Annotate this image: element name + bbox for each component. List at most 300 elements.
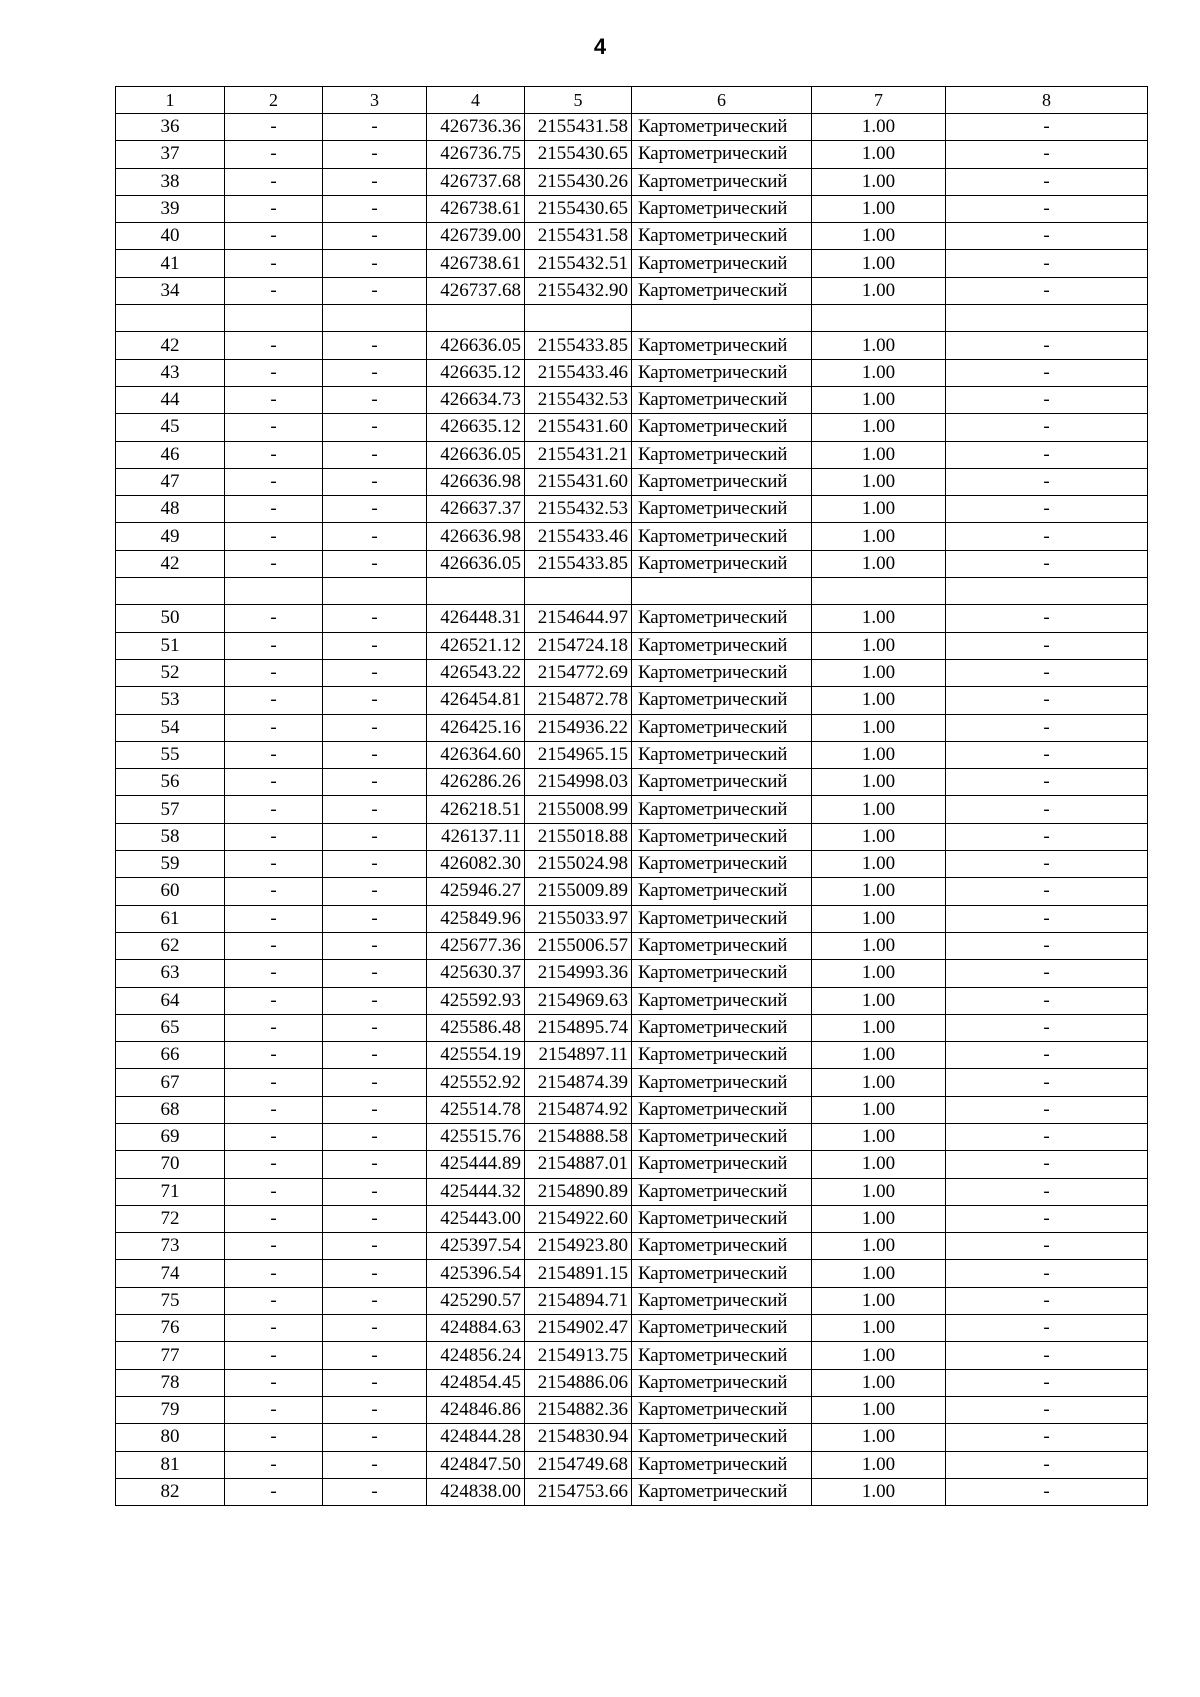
y-coordinate-cell [525, 305, 632, 332]
column-header: 7 [812, 87, 946, 114]
col3-cell: - [323, 1096, 427, 1123]
table-row [116, 714, 1148, 741]
method-cell: Картометрический [632, 141, 812, 168]
col8-cell: - [946, 659, 1148, 686]
table-row [116, 1396, 1148, 1423]
table-row [116, 305, 1148, 332]
table-row [116, 1178, 1148, 1205]
col8-cell: - [946, 1260, 1148, 1287]
col3-cell [323, 305, 427, 332]
method-cell: Картометрический [632, 659, 812, 686]
col2-cell: - [225, 250, 323, 277]
accuracy-cell: 1.00 [812, 277, 946, 304]
x-coordinate-cell: 425397.54 [427, 1233, 525, 1260]
x-coordinate-cell: 426739.00 [427, 223, 525, 250]
col2-cell: - [225, 468, 323, 495]
x-coordinate-cell: 425515.76 [427, 1123, 525, 1150]
x-coordinate-cell: 424838.00 [427, 1478, 525, 1505]
table-row [116, 523, 1148, 550]
x-coordinate-cell: 426736.75 [427, 141, 525, 168]
col2-cell: - [225, 605, 323, 632]
accuracy-cell: 1.00 [812, 414, 946, 441]
col8-cell: - [946, 932, 1148, 959]
col3-cell: - [323, 114, 427, 141]
method-cell: Картометрический [632, 359, 812, 386]
col2-cell: - [225, 441, 323, 468]
x-coordinate-cell: 425443.00 [427, 1205, 525, 1232]
col2-cell: - [225, 1369, 323, 1396]
y-coordinate-cell: 2155431.21 [525, 441, 632, 468]
method-cell: Картометрический [632, 1287, 812, 1314]
table-row [116, 960, 1148, 987]
x-coordinate-cell: 426636.98 [427, 468, 525, 495]
y-coordinate-cell: 2154922.60 [525, 1205, 632, 1232]
col3-cell: - [323, 851, 427, 878]
x-coordinate-cell: 426137.11 [427, 823, 525, 850]
table-row [116, 332, 1148, 359]
accuracy-cell: 1.00 [812, 1151, 946, 1178]
point-number-cell: 45 [116, 414, 225, 441]
accuracy-cell: 1.00 [812, 1014, 946, 1041]
method-cell: Картометрический [632, 523, 812, 550]
table-row [116, 878, 1148, 905]
accuracy-cell: 1.00 [812, 605, 946, 632]
y-coordinate-cell: 2155006.57 [525, 932, 632, 959]
y-coordinate-cell: 2155430.26 [525, 168, 632, 195]
col3-cell: - [323, 687, 427, 714]
table-row [116, 359, 1148, 386]
col8-cell: - [946, 714, 1148, 741]
table-header-row [116, 87, 1148, 114]
accuracy-cell: 1.00 [812, 523, 946, 550]
col8-cell: - [946, 1178, 1148, 1205]
accuracy-cell: 1.00 [812, 796, 946, 823]
method-cell: Картометрический [632, 1315, 812, 1342]
col8-cell: - [946, 796, 1148, 823]
col2-cell: - [225, 714, 323, 741]
col3-cell: - [323, 1233, 427, 1260]
x-coordinate-cell: 426543.22 [427, 659, 525, 686]
table-row [116, 1042, 1148, 1069]
y-coordinate-cell: 2155008.99 [525, 796, 632, 823]
accuracy-cell: 1.00 [812, 878, 946, 905]
column-header: 6 [632, 87, 812, 114]
col3-cell: - [323, 878, 427, 905]
y-coordinate-cell: 2154753.66 [525, 1478, 632, 1505]
table-row [116, 550, 1148, 577]
accuracy-cell: 1.00 [812, 632, 946, 659]
col8-cell: - [946, 414, 1148, 441]
col8-cell: - [946, 550, 1148, 577]
method-cell: Картометрический [632, 1451, 812, 1478]
col3-cell: - [323, 1342, 427, 1369]
point-number-cell: 57 [116, 796, 225, 823]
point-number-cell: 41 [116, 250, 225, 277]
col2-cell: - [225, 1178, 323, 1205]
accuracy-cell: 1.00 [812, 359, 946, 386]
col3-cell: - [323, 386, 427, 413]
col3-cell: - [323, 332, 427, 359]
accuracy-cell: 1.00 [812, 659, 946, 686]
x-coordinate-cell: 426454.81 [427, 687, 525, 714]
table-row [116, 168, 1148, 195]
point-number-cell: 82 [116, 1478, 225, 1505]
table-row [116, 823, 1148, 850]
method-cell: Картометрический [632, 714, 812, 741]
col3-cell: - [323, 168, 427, 195]
point-number-cell: 51 [116, 632, 225, 659]
point-number-cell: 81 [116, 1451, 225, 1478]
table-row [116, 987, 1148, 1014]
method-cell: Картометрический [632, 1396, 812, 1423]
col3-cell: - [323, 550, 427, 577]
col2-cell: - [225, 1151, 323, 1178]
method-cell: Картометрический [632, 277, 812, 304]
x-coordinate-cell: 425946.27 [427, 878, 525, 905]
x-coordinate-cell: 426637.37 [427, 496, 525, 523]
table-row [116, 741, 1148, 768]
col3-cell: - [323, 441, 427, 468]
y-coordinate-cell: 2155432.51 [525, 250, 632, 277]
col2-cell: - [225, 1260, 323, 1287]
col2-cell: - [225, 496, 323, 523]
method-cell: Картометрический [632, 878, 812, 905]
y-coordinate-cell: 2154874.92 [525, 1096, 632, 1123]
point-number-cell: 36 [116, 114, 225, 141]
col2-cell: - [225, 741, 323, 768]
point-number-cell: 75 [116, 1287, 225, 1314]
table-row [116, 1424, 1148, 1451]
col8-cell: - [946, 1396, 1148, 1423]
y-coordinate-cell: 2154913.75 [525, 1342, 632, 1369]
y-coordinate-cell: 2155433.85 [525, 332, 632, 359]
point-number-cell: 50 [116, 605, 225, 632]
point-number-cell: 40 [116, 223, 225, 250]
table-row [116, 932, 1148, 959]
y-coordinate-cell: 2154887.01 [525, 1151, 632, 1178]
col3-cell: - [323, 1396, 427, 1423]
table-row [116, 1205, 1148, 1232]
accuracy-cell: 1.00 [812, 1315, 946, 1342]
accuracy-cell: 1.00 [812, 496, 946, 523]
y-coordinate-cell: 2155433.46 [525, 359, 632, 386]
col2-cell: - [225, 1396, 323, 1423]
col2-cell: - [225, 1042, 323, 1069]
accuracy-cell: 1.00 [812, 1233, 946, 1260]
point-number-cell: 62 [116, 932, 225, 959]
accuracy-cell: 1.00 [812, 960, 946, 987]
accuracy-cell: 1.00 [812, 250, 946, 277]
col2-cell: - [225, 769, 323, 796]
table-row [116, 1151, 1148, 1178]
col3-cell: - [323, 1260, 427, 1287]
x-coordinate-cell: 426364.60 [427, 741, 525, 768]
y-coordinate-cell: 2154830.94 [525, 1424, 632, 1451]
x-coordinate-cell: 426737.68 [427, 277, 525, 304]
y-coordinate-cell: 2154998.03 [525, 769, 632, 796]
col2-cell: - [225, 878, 323, 905]
col2-cell: - [225, 359, 323, 386]
col8-cell: - [946, 905, 1148, 932]
col2-cell: - [225, 277, 323, 304]
method-cell: Картометрический [632, 168, 812, 195]
col8-cell: - [946, 1369, 1148, 1396]
column-header: 2 [225, 87, 323, 114]
col3-cell: - [323, 468, 427, 495]
point-number-cell: 58 [116, 823, 225, 850]
col3-cell: - [323, 932, 427, 959]
method-cell: Картометрический [632, 386, 812, 413]
point-number-cell: 79 [116, 1396, 225, 1423]
accuracy-cell: 1.00 [812, 714, 946, 741]
col2-cell: - [225, 1315, 323, 1342]
col2-cell: - [225, 932, 323, 959]
accuracy-cell: 1.00 [812, 1369, 946, 1396]
x-coordinate-cell: 426425.16 [427, 714, 525, 741]
point-number-cell: 64 [116, 987, 225, 1014]
col2-cell: - [225, 796, 323, 823]
y-coordinate-cell: 2154936.22 [525, 714, 632, 741]
method-cell: Картометрический [632, 1123, 812, 1150]
point-number-cell [116, 578, 225, 605]
accuracy-cell: 1.00 [812, 1424, 946, 1451]
x-coordinate-cell [427, 305, 525, 332]
col8-cell: - [946, 605, 1148, 632]
col3-cell: - [323, 905, 427, 932]
col8-cell: - [946, 1069, 1148, 1096]
col8-cell: - [946, 632, 1148, 659]
accuracy-cell: 1.00 [812, 332, 946, 359]
accuracy-cell [812, 305, 946, 332]
point-number-cell: 74 [116, 1260, 225, 1287]
y-coordinate-cell: 2155033.97 [525, 905, 632, 932]
method-cell: Картометрический [632, 1233, 812, 1260]
x-coordinate-cell: 425849.96 [427, 905, 525, 932]
y-coordinate-cell: 2154888.58 [525, 1123, 632, 1150]
x-coordinate-cell: 426636.05 [427, 550, 525, 577]
x-coordinate-cell: 425586.48 [427, 1014, 525, 1041]
y-coordinate-cell: 2154902.47 [525, 1315, 632, 1342]
x-coordinate-cell: 426635.12 [427, 359, 525, 386]
col8-cell: - [946, 386, 1148, 413]
col8-cell: - [946, 769, 1148, 796]
accuracy-cell: 1.00 [812, 1042, 946, 1069]
column-header: 4 [427, 87, 525, 114]
col8-cell: - [946, 987, 1148, 1014]
method-cell: Картометрический [632, 769, 812, 796]
y-coordinate-cell: 2154895.74 [525, 1014, 632, 1041]
y-coordinate-cell: 2154897.11 [525, 1042, 632, 1069]
col3-cell: - [323, 277, 427, 304]
accuracy-cell: 1.00 [812, 1451, 946, 1478]
x-coordinate-cell: 426218.51 [427, 796, 525, 823]
table-row [116, 687, 1148, 714]
point-number-cell: 37 [116, 141, 225, 168]
y-coordinate-cell: 2154872.78 [525, 687, 632, 714]
method-cell: Картометрический [632, 1096, 812, 1123]
accuracy-cell: 1.00 [812, 932, 946, 959]
method-cell: Картометрический [632, 496, 812, 523]
y-coordinate-cell: 2155432.53 [525, 496, 632, 523]
table-row [116, 1069, 1148, 1096]
col8-cell: - [946, 1014, 1148, 1041]
point-number-cell: 80 [116, 1424, 225, 1451]
col8-cell: - [946, 441, 1148, 468]
col8-cell: - [946, 878, 1148, 905]
x-coordinate-cell: 425514.78 [427, 1096, 525, 1123]
col3-cell: - [323, 659, 427, 686]
x-coordinate-cell: 426521.12 [427, 632, 525, 659]
col3-cell: - [323, 1014, 427, 1041]
y-coordinate-cell: 2154923.80 [525, 1233, 632, 1260]
col3-cell: - [323, 632, 427, 659]
method-cell: Картометрический [632, 932, 812, 959]
col3-cell: - [323, 1478, 427, 1505]
accuracy-cell: 1.00 [812, 223, 946, 250]
page-number: 4 [593, 34, 607, 59]
point-number-cell: 55 [116, 741, 225, 768]
method-cell [632, 305, 812, 332]
col3-cell: - [323, 769, 427, 796]
col2-cell: - [225, 1205, 323, 1232]
col2-cell: - [225, 1478, 323, 1505]
y-coordinate-cell: 2154874.39 [525, 1069, 632, 1096]
method-cell: Картометрический [632, 1151, 812, 1178]
col8-cell: - [946, 851, 1148, 878]
table-row [116, 441, 1148, 468]
col8-cell: - [946, 468, 1148, 495]
y-coordinate-cell: 2154724.18 [525, 632, 632, 659]
method-cell: Картометрический [632, 1042, 812, 1069]
table-row [116, 1342, 1148, 1369]
col2-cell: - [225, 1342, 323, 1369]
col3-cell: - [323, 1369, 427, 1396]
col2-cell: - [225, 1069, 323, 1096]
method-cell: Картометрический [632, 1178, 812, 1205]
col8-cell: - [946, 250, 1148, 277]
col3-cell: - [323, 1424, 427, 1451]
col2-cell [225, 578, 323, 605]
accuracy-cell: 1.00 [812, 1342, 946, 1369]
method-cell: Картометрический [632, 823, 812, 850]
method-cell: Картометрический [632, 1342, 812, 1369]
col3-cell: - [323, 1315, 427, 1342]
col3-cell: - [323, 250, 427, 277]
accuracy-cell: 1.00 [812, 1178, 946, 1205]
point-number-cell: 38 [116, 168, 225, 195]
col8-cell: - [946, 741, 1148, 768]
point-number-cell: 48 [116, 496, 225, 523]
col2-cell: - [225, 1014, 323, 1041]
method-cell: Картометрический [632, 195, 812, 222]
method-cell: Картометрический [632, 1260, 812, 1287]
column-header: 8 [946, 87, 1148, 114]
x-coordinate-cell: 424847.50 [427, 1451, 525, 1478]
table-row [116, 223, 1148, 250]
col3-cell: - [323, 523, 427, 550]
point-number-cell: 49 [116, 523, 225, 550]
accuracy-cell: 1.00 [812, 468, 946, 495]
col2-cell: - [225, 1123, 323, 1150]
col8-cell [946, 578, 1148, 605]
y-coordinate-cell: 2155431.60 [525, 468, 632, 495]
table-row [116, 1096, 1148, 1123]
col2-cell: - [225, 1233, 323, 1260]
point-number-cell: 77 [116, 1342, 225, 1369]
col2-cell: - [225, 550, 323, 577]
point-number-cell: 53 [116, 687, 225, 714]
table-row [116, 1369, 1148, 1396]
y-coordinate-cell: 2154969.63 [525, 987, 632, 1014]
point-number-cell: 68 [116, 1096, 225, 1123]
method-cell: Картометрический [632, 632, 812, 659]
x-coordinate-cell: 426448.31 [427, 605, 525, 632]
accuracy-cell: 1.00 [812, 550, 946, 577]
x-coordinate-cell: 426636.05 [427, 441, 525, 468]
table-row [116, 632, 1148, 659]
table-row [116, 1287, 1148, 1314]
x-coordinate-cell: 426082.30 [427, 851, 525, 878]
point-number-cell: 44 [116, 386, 225, 413]
table-body [116, 87, 1148, 1506]
col8-cell: - [946, 960, 1148, 987]
method-cell: Картометрический [632, 550, 812, 577]
x-coordinate-cell: 426737.68 [427, 168, 525, 195]
method-cell: Картометрический [632, 960, 812, 987]
x-coordinate-cell: 426636.98 [427, 523, 525, 550]
col2-cell: - [225, 632, 323, 659]
table-row [116, 851, 1148, 878]
table-row [116, 905, 1148, 932]
col3-cell: - [323, 414, 427, 441]
col8-cell: - [946, 168, 1148, 195]
col8-cell: - [946, 359, 1148, 386]
method-cell: Картометрический [632, 114, 812, 141]
col3-cell [323, 578, 427, 605]
point-number-cell: 76 [116, 1315, 225, 1342]
x-coordinate-cell: 425592.93 [427, 987, 525, 1014]
method-cell: Картометрический [632, 1369, 812, 1396]
table-row [116, 414, 1148, 441]
column-header: 3 [323, 87, 427, 114]
method-cell: Картометрический [632, 605, 812, 632]
col2-cell [225, 305, 323, 332]
point-number-cell [116, 305, 225, 332]
accuracy-cell: 1.00 [812, 987, 946, 1014]
point-number-cell: 59 [116, 851, 225, 878]
y-coordinate-cell: 2154882.36 [525, 1396, 632, 1423]
method-cell: Картометрический [632, 1069, 812, 1096]
col2-cell: - [225, 823, 323, 850]
table-row [116, 195, 1148, 222]
col3-cell: - [323, 1178, 427, 1205]
point-number-cell: 71 [116, 1178, 225, 1205]
x-coordinate-cell: 424884.63 [427, 1315, 525, 1342]
y-coordinate-cell: 2155433.46 [525, 523, 632, 550]
table-row [116, 659, 1148, 686]
y-coordinate-cell: 2154965.15 [525, 741, 632, 768]
table-row [116, 1233, 1148, 1260]
y-coordinate-cell: 2154886.06 [525, 1369, 632, 1396]
col8-cell: - [946, 496, 1148, 523]
y-coordinate-cell [525, 578, 632, 605]
point-number-cell: 67 [116, 1069, 225, 1096]
y-coordinate-cell: 2155432.90 [525, 277, 632, 304]
table-row [116, 141, 1148, 168]
method-cell: Картометрический [632, 987, 812, 1014]
col3-cell: - [323, 1287, 427, 1314]
table-row [116, 605, 1148, 632]
